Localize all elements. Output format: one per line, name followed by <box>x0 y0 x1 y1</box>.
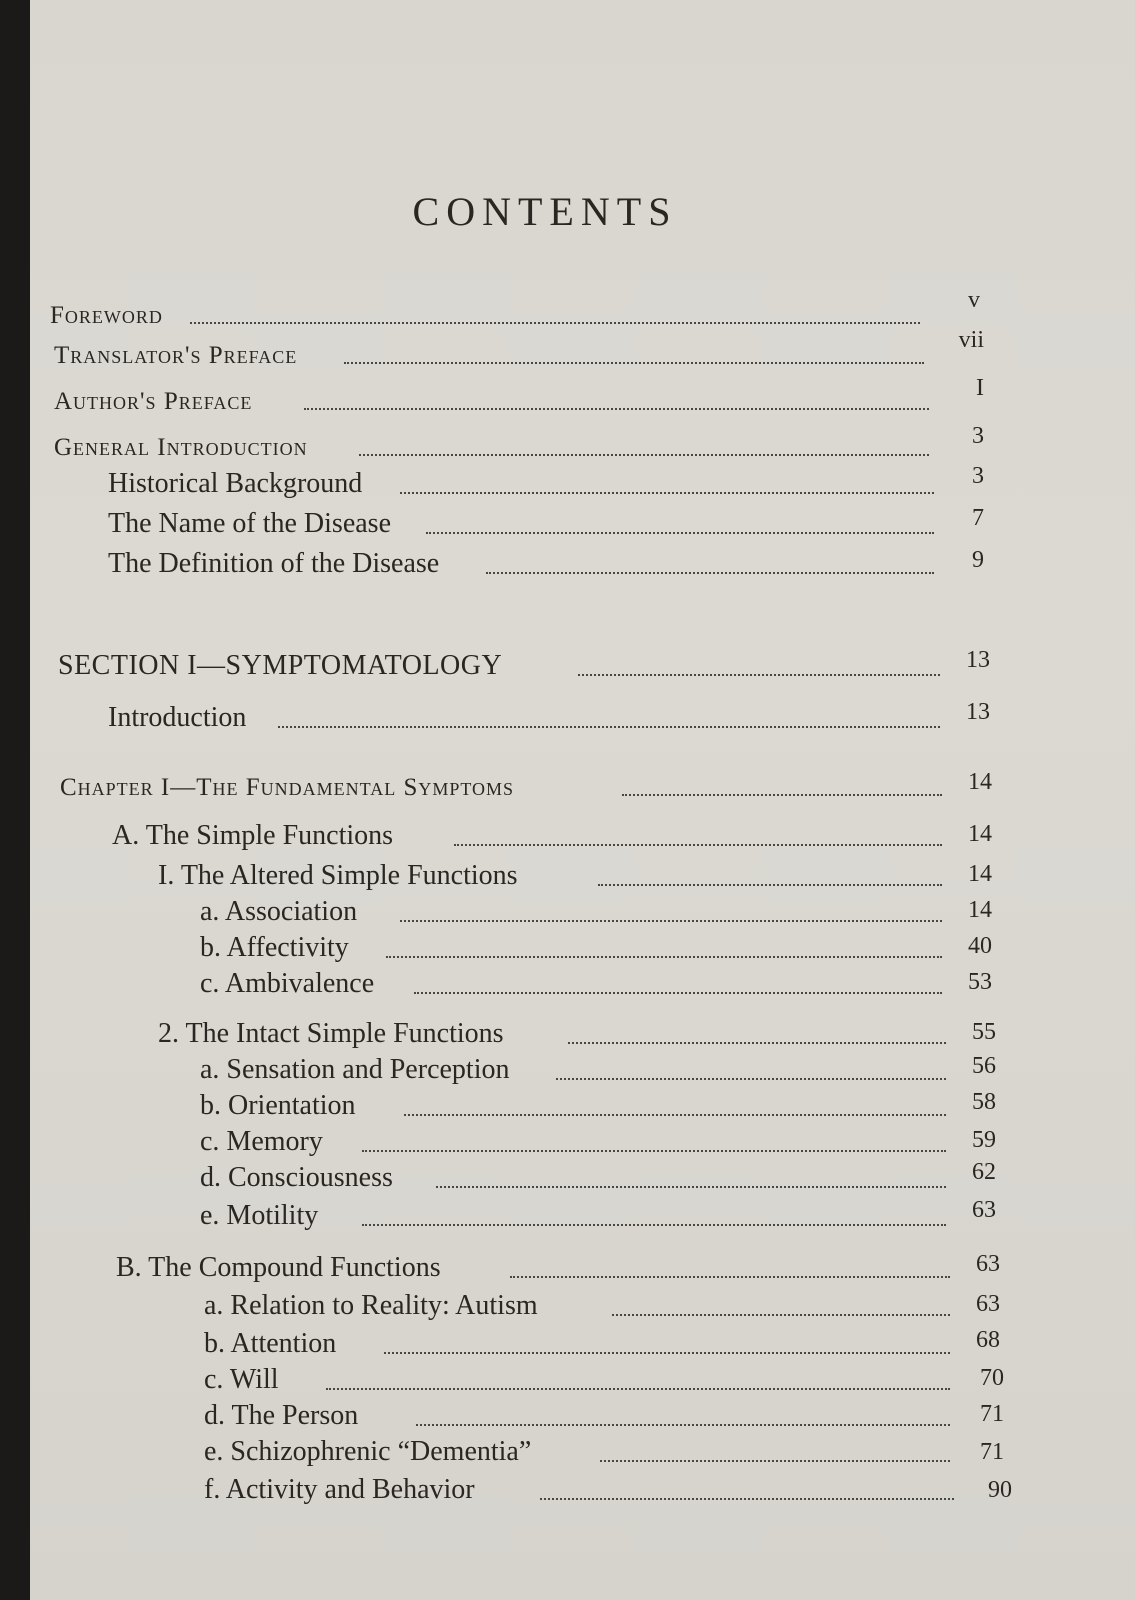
toc-entry-schizophrenic-dementia[interactable] <box>204 1434 1004 1474</box>
toc-entry-attention[interactable] <box>204 1326 1000 1366</box>
toc-entry-orientation[interactable] <box>200 1088 996 1128</box>
toc-entry-label: Translator's Preface <box>54 342 298 369</box>
dot-leader <box>486 572 934 574</box>
toc-page-number: 14 <box>968 861 992 887</box>
dot-leader <box>404 1114 946 1116</box>
toc-page-number: vii <box>958 327 984 353</box>
toc-entry-label: b. Affectivity <box>200 932 349 963</box>
toc-page-number: 90 <box>988 1477 1012 1503</box>
dot-leader <box>344 362 924 364</box>
toc-entry-label: Foreword <box>50 302 163 329</box>
dot-leader <box>416 1424 950 1426</box>
toc-entry-label: Introduction <box>108 702 247 733</box>
toc-page-number: v <box>968 287 980 313</box>
dot-leader <box>326 1388 950 1390</box>
toc-entry-label: f. Activity and Behavior <box>204 1474 475 1505</box>
toc-entry-label: b. Attention <box>204 1328 337 1359</box>
dot-leader <box>568 1042 946 1044</box>
toc-page-number: 59 <box>972 1127 996 1153</box>
toc-entry-label: Author's Preface <box>54 388 253 415</box>
toc-page-number: 63 <box>976 1251 1000 1277</box>
toc-entry-label: d. Consciousness <box>200 1162 393 1193</box>
toc-page-number: 55 <box>972 1019 996 1045</box>
toc-entry-label: c. Ambivalence <box>200 968 375 999</box>
toc-entry-general-introduction[interactable] <box>54 423 984 468</box>
toc-entry-label: b. Orientation <box>200 1090 356 1121</box>
dot-leader <box>278 726 940 728</box>
toc-page-number: 40 <box>968 933 992 959</box>
toc-page-number: 3 <box>972 423 984 449</box>
toc-entry-memory[interactable] <box>200 1124 996 1164</box>
toc-entry-label: d. The Person <box>204 1400 359 1431</box>
toc-page-number: 14 <box>968 769 992 795</box>
toc-entry-authors-preface[interactable] <box>54 375 984 422</box>
toc-entry-label: General Introduction <box>54 434 308 461</box>
dot-leader <box>362 1224 946 1226</box>
dot-leader <box>600 1460 950 1462</box>
toc-page-number: 71 <box>980 1401 1004 1427</box>
toc-page-number: 14 <box>968 821 992 847</box>
toc-entry-label: a. Sensation and Perception <box>200 1054 510 1085</box>
toc-entry-consciousness[interactable] <box>200 1160 996 1200</box>
toc-entry-label: a. Relation to Reality: Autism <box>204 1290 538 1321</box>
toc-page-number: 62 <box>972 1159 996 1185</box>
toc-entry-label: e. Motility <box>200 1200 319 1231</box>
dot-leader <box>414 992 942 994</box>
toc-entry-label: c. Will <box>204 1364 279 1395</box>
dot-leader <box>426 532 934 534</box>
toc-entry-affectivity[interactable] <box>200 930 992 970</box>
toc-entry-label: Chapter I—The Fundamental Symptoms <box>60 774 515 801</box>
toc-entry-label: e. Schizophrenic “Dementia” <box>204 1436 532 1467</box>
toc-entry-activity-behavior[interactable] <box>204 1472 1012 1512</box>
dot-leader <box>362 1150 946 1152</box>
dot-leader <box>400 920 942 922</box>
toc-entry-label: B. The Compound Functions <box>116 1252 441 1283</box>
toc-entry-intact-simple-functions[interactable] <box>158 1016 996 1056</box>
dot-leader <box>454 844 942 846</box>
dot-leader <box>400 492 934 494</box>
toc-page-number: 70 <box>980 1365 1004 1391</box>
toc-entry-compound-functions[interactable] <box>116 1250 1000 1290</box>
toc-page-number: 14 <box>968 897 992 923</box>
toc-page-number: 58 <box>972 1089 996 1115</box>
toc-page-number: 56 <box>972 1053 996 1079</box>
dot-leader <box>359 454 929 456</box>
dot-leader <box>612 1314 950 1316</box>
toc-entry-altered-simple-functions[interactable] <box>158 858 992 898</box>
toc-entry-ambivalence[interactable] <box>200 966 992 1006</box>
toc-entry-definition-of-disease[interactable] <box>108 546 984 586</box>
dot-leader <box>436 1186 946 1188</box>
page-title: CONTENTS <box>412 189 678 234</box>
toc-page-number: 68 <box>976 1327 1000 1353</box>
dot-leader <box>578 674 940 676</box>
toc-page-number: 53 <box>968 969 992 995</box>
toc-page-number: I <box>976 375 984 401</box>
toc-entry-label: a. Association <box>200 896 358 927</box>
dot-leader <box>386 956 942 958</box>
toc-page-number: 63 <box>976 1291 1000 1317</box>
toc-page-number: 7 <box>972 505 984 531</box>
dot-leader <box>622 794 942 796</box>
toc-page-number: 13 <box>966 647 990 673</box>
toc-page-number: 71 <box>980 1439 1004 1465</box>
toc-entry-chapter-one[interactable] <box>60 768 992 808</box>
toc-entry-will[interactable] <box>204 1362 1004 1402</box>
toc-page-number: 3 <box>972 463 984 489</box>
toc-entry-relation-to-reality[interactable] <box>204 1288 1000 1328</box>
dot-leader <box>598 884 942 886</box>
book-page <box>30 0 1135 1600</box>
toc-entry-simple-functions[interactable] <box>112 818 992 858</box>
dot-leader <box>304 408 929 410</box>
toc-entry-label: I. The Altered Simple Functions <box>158 860 518 891</box>
dot-leader <box>556 1078 946 1080</box>
toc-entry-motility[interactable] <box>200 1198 996 1238</box>
toc-entry-introduction[interactable] <box>108 700 990 740</box>
dot-leader <box>540 1498 954 1500</box>
dot-leader <box>190 322 920 324</box>
toc-entry-section-one[interactable] <box>58 648 990 688</box>
toc-page-number: 9 <box>972 547 984 573</box>
toc-page-number: 63 <box>972 1197 996 1223</box>
toc-entry-label: c. Memory <box>200 1126 323 1157</box>
toc-entry-label: The Definition of the Disease <box>108 548 440 579</box>
toc-entry-label: 2. The Intact Simple Functions <box>158 1018 504 1049</box>
dot-leader <box>510 1276 950 1278</box>
toc-entry-name-of-disease[interactable] <box>108 506 984 546</box>
toc-entry-label: The Name of the Disease <box>108 508 391 539</box>
toc-entry-the-person[interactable] <box>204 1398 1004 1438</box>
toc-entry-label: A. The Simple Functions <box>112 820 394 851</box>
toc-entry-foreword[interactable] <box>50 287 980 336</box>
toc-entry-label: SECTION I—SYMPTOMATOLOGY <box>58 650 503 681</box>
toc-entry-translators-preface[interactable] <box>54 327 984 376</box>
toc-entry-historical-background[interactable] <box>108 463 984 506</box>
toc-entry-label: Historical Background <box>108 468 363 499</box>
toc-page-number: 13 <box>966 699 990 725</box>
toc-entry-association[interactable] <box>200 894 992 934</box>
dot-leader <box>384 1352 950 1354</box>
toc-entry-sensation-perception[interactable] <box>200 1052 996 1092</box>
